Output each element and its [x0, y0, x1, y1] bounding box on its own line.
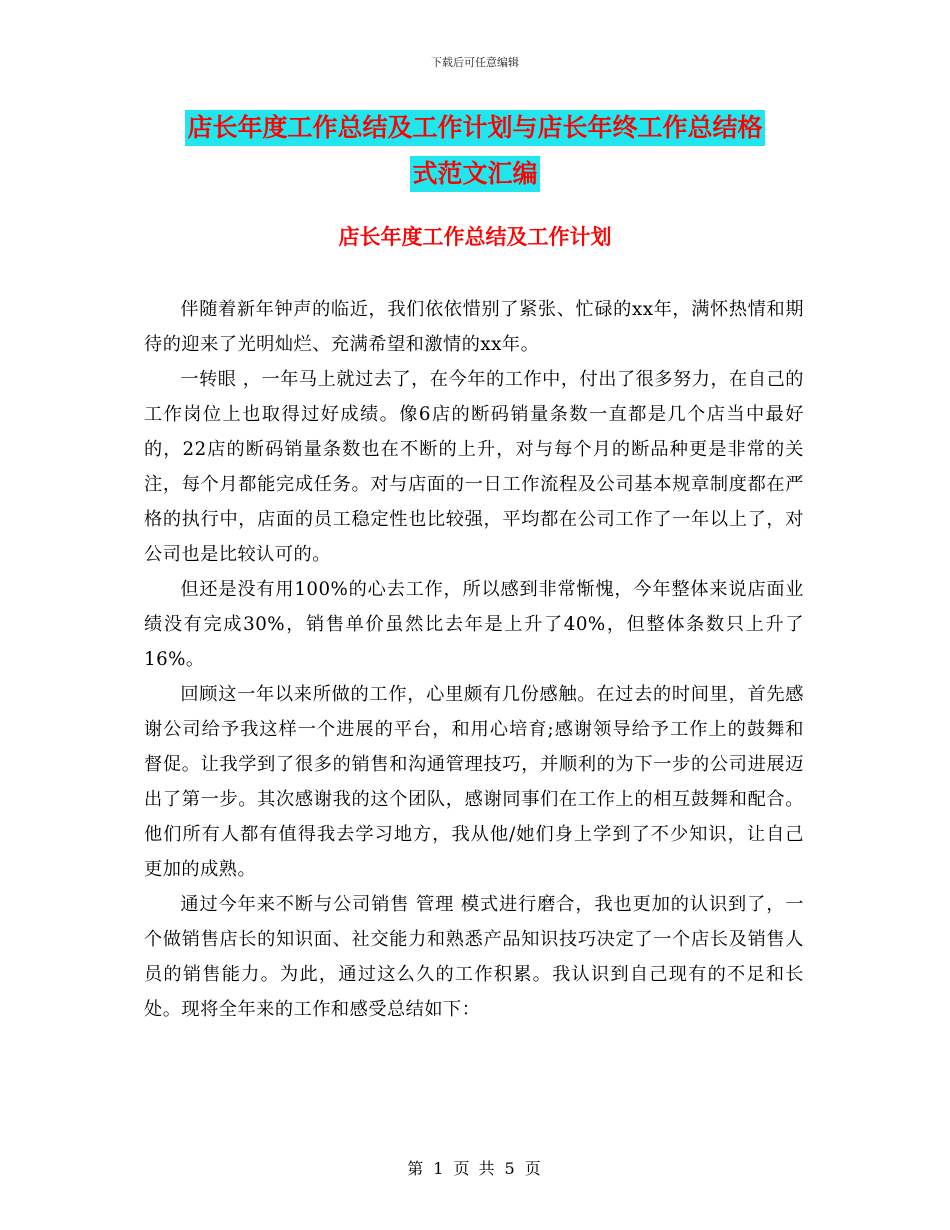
paragraph-3: 但还是没有用100%的心去工作，所以感到非常惭愧，今年整体来说店面业绩没有完成30%，销售单价虽然比去年是上升了40%，但整体条数只上升了16%。 [144, 579, 804, 670]
footer-total-pages: 5 [504, 1159, 517, 1178]
document-body [144, 292, 804, 1027]
footer-prefix: 第 [407, 1159, 426, 1178]
title-line-1: 店长年度工作总结及工作计划与店长年终工作总结格 [185, 110, 764, 146]
title-line-2: 式范文汇编 [410, 156, 539, 192]
footer-middle: 页 共 [453, 1159, 497, 1178]
footer-suffix: 页 [524, 1159, 543, 1178]
page-footer [0, 1156, 950, 1179]
footer-page-number: 1 [433, 1159, 446, 1178]
document-title [0, 110, 950, 192]
section-subtitle: 店长年度工作总结及工作计划 [338, 224, 612, 249]
page-header-note: 下载后可任意编辑 [431, 56, 519, 69]
paragraph-2: 一转眼 ，一年马上就过去了，在今年的工作中，付出了很多努力，在自己的工作岗位上也取得过好成绩。像6店的断码销量条数一直都是几个店当中最好的，22店的断码销量条数也在不断的上升，对与每个月的断品种更是非常的关注，每个月都能完成任务。对与店面的一日工作流程及公司基本规章制度都在严格的执行中，店面的员工稳定性也比较强，平均都在公司工作了一年以上了，对公司也是比较认可的。 [144, 369, 804, 565]
paragraph-5: 通过今年来不断与公司销售 管理 模式进行磨合，我也更加的认识到了，一个做销售店长的知识面、社交能力和熟悉产品知识技巧决定了一个店长及销售人员的销售能力。为此，通过这么久的工作积累。我认识到自己现有的不足和长处。现将全年来的工作和感受总结如下： [144, 894, 804, 1020]
paragraph-1: 伴随着新年钟声的临近，我们依依惜别了紧张、忙碌的xx年，满怀热情和期待的迎来了光明灿烂、充满希望和激情的xx年。 [144, 299, 804, 355]
paragraph-4: 回顾这一年以来所做的工作，心里颇有几份感触。在过去的时间里，首先感谢公司给予我这样一个进展的平台，和用心培育;感谢领导给予工作上的鼓舞和督促。让我学到了很多的销售和沟通管理技巧，并顺利的为下一步的公司进展迈出了第一步。其次感谢我的这个团队，感谢同事们在工作上的相互鼓舞和配合。他们所有人都有值得我去学习地方，我从他/她们身上学到了不少知识，让自己更加的成熟。 [144, 684, 804, 880]
